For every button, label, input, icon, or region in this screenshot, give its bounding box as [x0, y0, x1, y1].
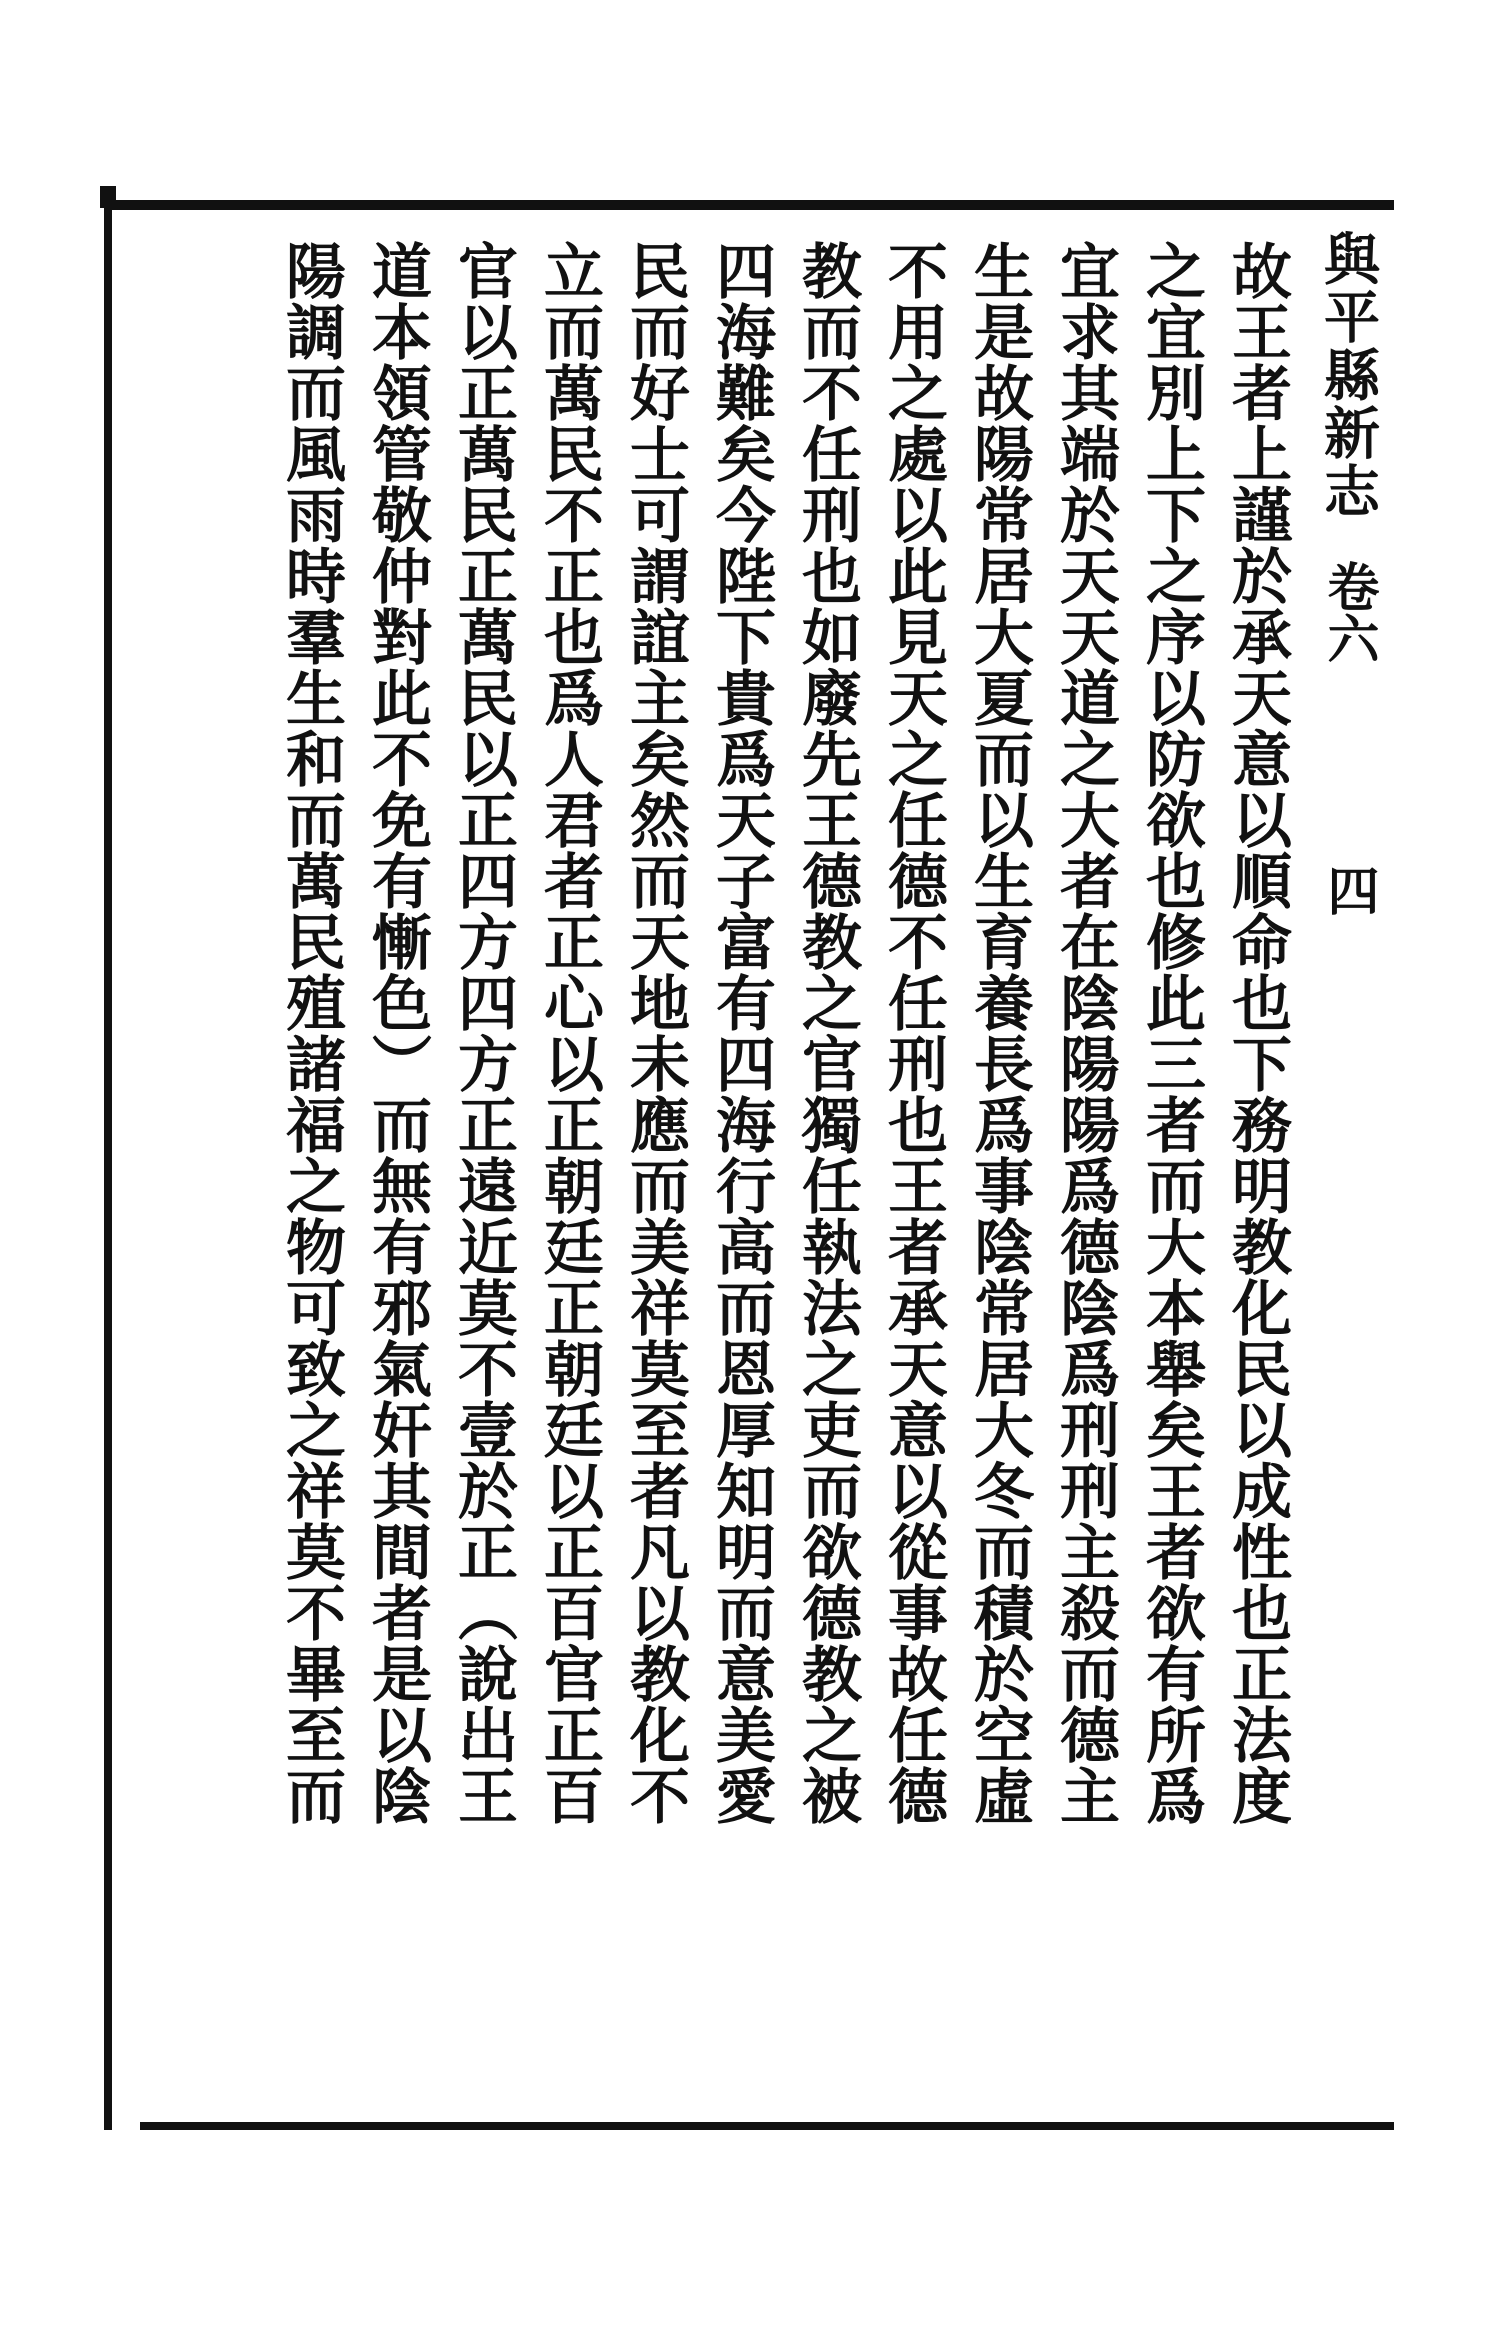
border-corner-mark [100, 186, 116, 208]
text-column-3: 宜求其端於天天道之大者在陰陽陽爲德陰爲刑刑主殺而德主 [1050, 240, 1120, 1826]
border-left-rule [104, 186, 112, 2130]
text-column-8: 民而好士可謂誼主矣然而天地未應而美祥莫至者凡以教化不 [620, 240, 690, 1826]
volume-number: 卷六 [1318, 560, 1379, 664]
text-column-5: 不用之處以此見天之任德不任刑也王者承天意以從事故任德 [878, 240, 948, 1826]
text-column-10: 官以正萬民正萬民以正四方四方正遠近莫不壹於正（說出王 [448, 240, 518, 1826]
border-top-rule [104, 200, 1394, 210]
text-column-11: 道本領管敬仲對此不免有慚色）而無有邪氣奸其間者是以陰 [362, 240, 432, 1826]
text-column-1: 故王者上謹於承天意以順命也下務明教化民以成性也正法度 [1222, 240, 1292, 1826]
book-title: 與平縣新志 [1315, 230, 1381, 520]
border-bottom-rule [140, 2122, 1394, 2130]
text-column-4: 生是故陽常居大夏而以生育養長爲事陰常居大冬而積於空虛 [964, 240, 1034, 1826]
text-column-12: 陽調而風雨時羣生和而萬民殖諸福之物可致之祥莫不畢至而 [276, 240, 346, 1826]
page-number: 四 [1318, 864, 1379, 916]
text-column-7: 四海難矣今陛下貴爲天子富有四海行高而恩厚知明而意美愛 [706, 240, 776, 1826]
text-columns [150, 240, 1300, 2100]
text-column-2: 之宜別上下之序以防欲也修此三者而大本舉矣王者欲有所爲 [1136, 240, 1206, 1826]
text-column-6: 教而不任刑也如廢先王德教之官獨任執法之吏而欲德教之被 [792, 240, 862, 1826]
text-column-9: 立而萬民不正也爲人君者正心以正朝廷正朝廷以正百官正百 [534, 240, 604, 1826]
page-header-column [1308, 230, 1388, 2110]
